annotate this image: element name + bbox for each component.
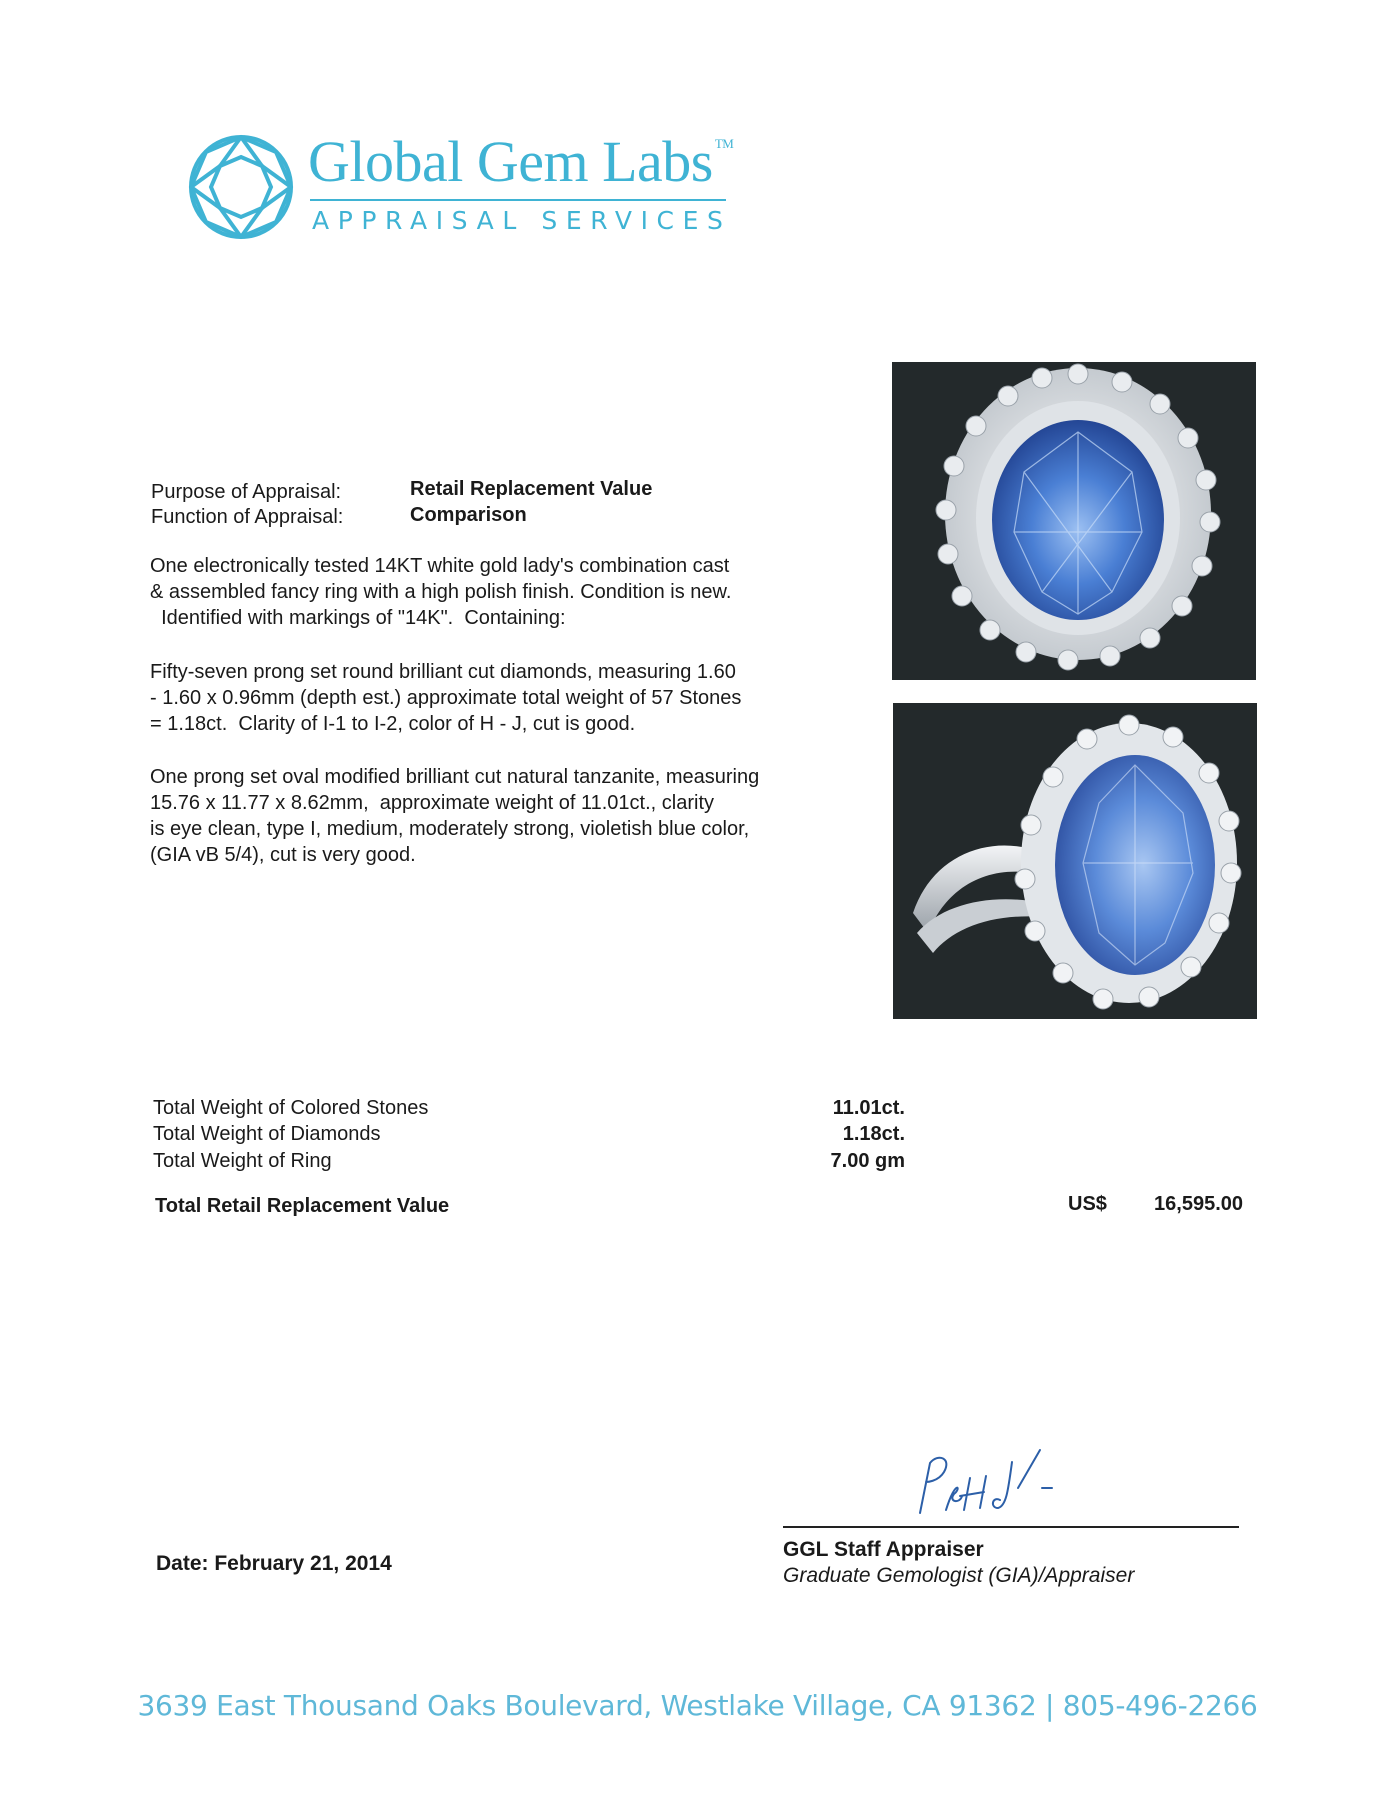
- currency-label: US$: [1068, 1193, 1107, 1215]
- description-line: One prong set oval modified brilliant cut natural tanzanite, measuring: [150, 766, 760, 788]
- description-line: 15.76 x 11.77 x 8.62mm, approximate weight of 11.01ct., clarity: [150, 792, 714, 814]
- diamonds-description: [150, 659, 741, 737]
- description-line: Fifty-seven prong set round brilliant cut diamonds, measuring 1.60: [150, 661, 736, 683]
- ring-description: [150, 553, 731, 631]
- appraisal-date: Date: February 21, 2014: [156, 1552, 392, 1575]
- signature-line: [783, 1526, 1239, 1528]
- purpose-value: Retail Replacement Value: [410, 478, 653, 500]
- description-line: is eye clean, type I, medium, moderately strong, violetish blue color,: [150, 818, 750, 840]
- ring-photo-top-view: [892, 362, 1256, 680]
- replacement-value-amount: 16,595.00: [1154, 1193, 1243, 1215]
- description-line: (GIA vB 5/4), cut is very good.: [150, 844, 416, 866]
- colored-stones-weight-label: Total Weight of Colored Stones: [153, 1097, 429, 1119]
- ring-weight-value: 7.00 gm: [830, 1150, 905, 1172]
- ring-weight-label: Total Weight of Ring: [153, 1150, 332, 1172]
- function-label: Function of Appraisal:: [151, 506, 344, 528]
- description-line: & assembled fancy ring with a high polish finish. Condition is new.: [150, 581, 732, 603]
- ring-photo-side-view: [893, 703, 1257, 1019]
- diamonds-weight-label: Total Weight of Diamonds: [153, 1123, 381, 1145]
- replacement-value-label: Total Retail Replacement Value: [155, 1195, 450, 1217]
- logo-gem-icon: [186, 132, 296, 242]
- diamonds-weight-value: 1.18ct.: [842, 1123, 905, 1145]
- logo-divider: [310, 199, 726, 201]
- description-line: - 1.60 x 0.96mm (depth est.) approximate total weight of 57 Stones: [150, 687, 742, 709]
- description-line: One electronically tested 14KT white gold lady's combination cast: [150, 555, 730, 577]
- trademark-mark: TM: [714, 136, 734, 151]
- logo-name: Global Gem Labs ™: [308, 129, 734, 194]
- description-line: Identified with markings of "14K". Containing:: [150, 607, 566, 629]
- appraiser-name: GGL Staff Appraiser: [783, 1538, 984, 1561]
- function-value: Comparison: [410, 504, 527, 526]
- handwritten-signature: [900, 1448, 1100, 1538]
- logo-tagline: APPRAISAL SERVICES: [312, 206, 732, 235]
- description-line: = 1.18ct. Clarity of I-1 to I-2, color of H - J, cut is good.: [150, 713, 636, 735]
- purpose-label: Purpose of Appraisal:: [151, 481, 342, 503]
- tanzanite-description: [150, 764, 759, 868]
- appraiser-title: Graduate Gemologist (GIA)/Appraiser: [783, 1564, 1135, 1587]
- footer-address: 3639 East Thousand Oaks Boulevard, Westlake Village, CA 91362 | 805-496-2266: [137, 1689, 1258, 1722]
- colored-stones-weight-value: 11.01ct.: [832, 1097, 905, 1119]
